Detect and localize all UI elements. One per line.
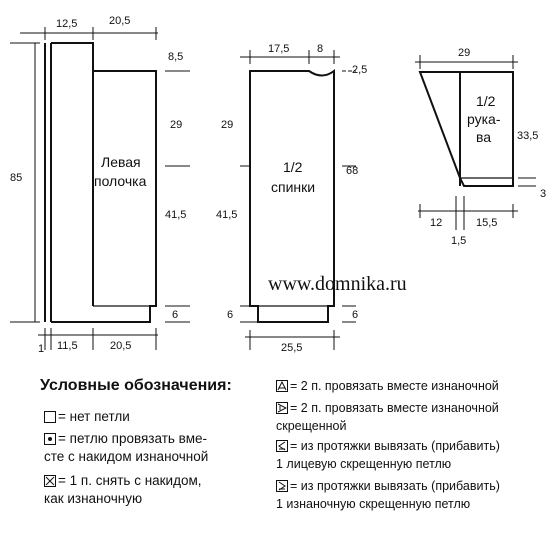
increase-purl-icon <box>276 480 288 492</box>
purl-two-together-icon <box>276 380 288 392</box>
back-dim-top-right: 8 <box>317 43 324 55</box>
left-front-dim-height: 85 <box>10 172 23 184</box>
legend-left-item-2 <box>44 430 208 466</box>
legend-left-item-2-line1: = петлю провязать вме- <box>58 431 207 446</box>
legend-left-item-3 <box>44 472 202 508</box>
legend-right-item-1-text: = 2 п. провязать вместе изнаночной <box>290 379 499 393</box>
left-front-dim-bottom-mid: 11,5 <box>57 340 78 352</box>
legend-right-item-3-line1: = из протяжки вывязать (прибавить) <box>290 439 500 453</box>
left-front-dim-top-right: 20,5 <box>109 15 131 27</box>
sleeve-label-line1: 1/2 <box>476 93 496 109</box>
left-front-label-line1: Левая <box>101 154 141 170</box>
sleeve-dim-top: 29 <box>458 47 471 59</box>
back-label-line2: спинки <box>271 179 316 195</box>
back-dim-mid: 29 <box>221 119 234 131</box>
sleeve-side-dimension <box>518 178 536 186</box>
legend-right-item-2-line1: = 2 п. провязать вместе изнаночной <box>290 401 499 415</box>
sleeve-label-line3: ва <box>476 129 492 145</box>
legend-right-item-3 <box>276 437 500 473</box>
left-front-side-dimensions <box>165 71 190 322</box>
sleeve-dim-bottom-left: 12 <box>430 217 443 229</box>
back-dim-bottom-left: 6 <box>227 309 234 321</box>
left-front-dim-top-left: 12,5 <box>56 18 78 30</box>
back-label-line1: 1/2 <box>283 159 303 175</box>
legend-right-item-4-line2: 1 изнаночную скрещенную петлю <box>276 497 471 511</box>
legend-right-item-2-line2: скрещенной <box>276 419 347 433</box>
legend-title: Условные обозначения: <box>40 377 232 394</box>
sleeve-piece <box>420 72 513 186</box>
purl-two-together-crossed-icon <box>276 402 288 414</box>
back-dim-bottom-width: 25,5 <box>281 342 303 354</box>
left-front-bottom-dimension <box>38 328 158 350</box>
left-front-dim-bottom-left: 1 <box>38 343 45 355</box>
watermark-text: www.domnika.ru <box>268 273 407 295</box>
left-front-dim-lower: 41,5 <box>165 209 187 221</box>
sleeve-dim-bottom-small: 1,5 <box>451 235 467 247</box>
left-front-dim-mid: 29 <box>170 119 183 131</box>
legend-left-item-1-text: = нет петли <box>58 409 130 424</box>
back-dim-neck: 2,5 <box>352 64 368 76</box>
legend-right-item-2 <box>276 399 499 435</box>
legend-left-item-3-line2: как изнаночную <box>44 491 143 506</box>
left-front-top-dimension <box>20 27 158 40</box>
legend-right-item-4-line1: = из протяжки вывязать (прибавить) <box>290 479 500 493</box>
legend-right-item-3-line2: 1 лицевую скрещенную петлю <box>276 457 452 471</box>
empty-square-icon <box>44 411 56 423</box>
x-square-icon <box>44 475 56 487</box>
legend-left-item-1 <box>44 408 130 426</box>
increase-knit-icon <box>276 440 288 452</box>
left-front-dim-bottom-right: 20,5 <box>110 340 132 352</box>
legend-left-item-2-line2: сте с накидом изнаночной <box>44 449 209 464</box>
left-front-dim-top: 8,5 <box>168 51 184 63</box>
sleeve-dim-height: 33,5 <box>517 130 539 142</box>
dot-square-icon <box>44 433 56 445</box>
sleeve-label-line2: рука- <box>467 111 501 127</box>
left-front-dim-bottom: 6 <box>172 309 179 321</box>
left-front-label-line2: полочка <box>94 173 147 189</box>
legend-left-item-3-line1: = 1 п. снять с накидом, <box>58 473 202 488</box>
back-dim-lower: 41,5 <box>216 209 238 221</box>
sleeve-dim-cuff: 3 <box>540 188 547 200</box>
legend-right-item-1 <box>276 377 499 395</box>
back-dim-bottom-right: 6 <box>352 309 359 321</box>
back-dim-top-left: 17,5 <box>268 43 290 55</box>
legend-right-item-4 <box>276 477 500 513</box>
sleeve-dim-bottom-right: 15,5 <box>476 217 498 229</box>
back-dim-height: 68 <box>346 165 359 177</box>
